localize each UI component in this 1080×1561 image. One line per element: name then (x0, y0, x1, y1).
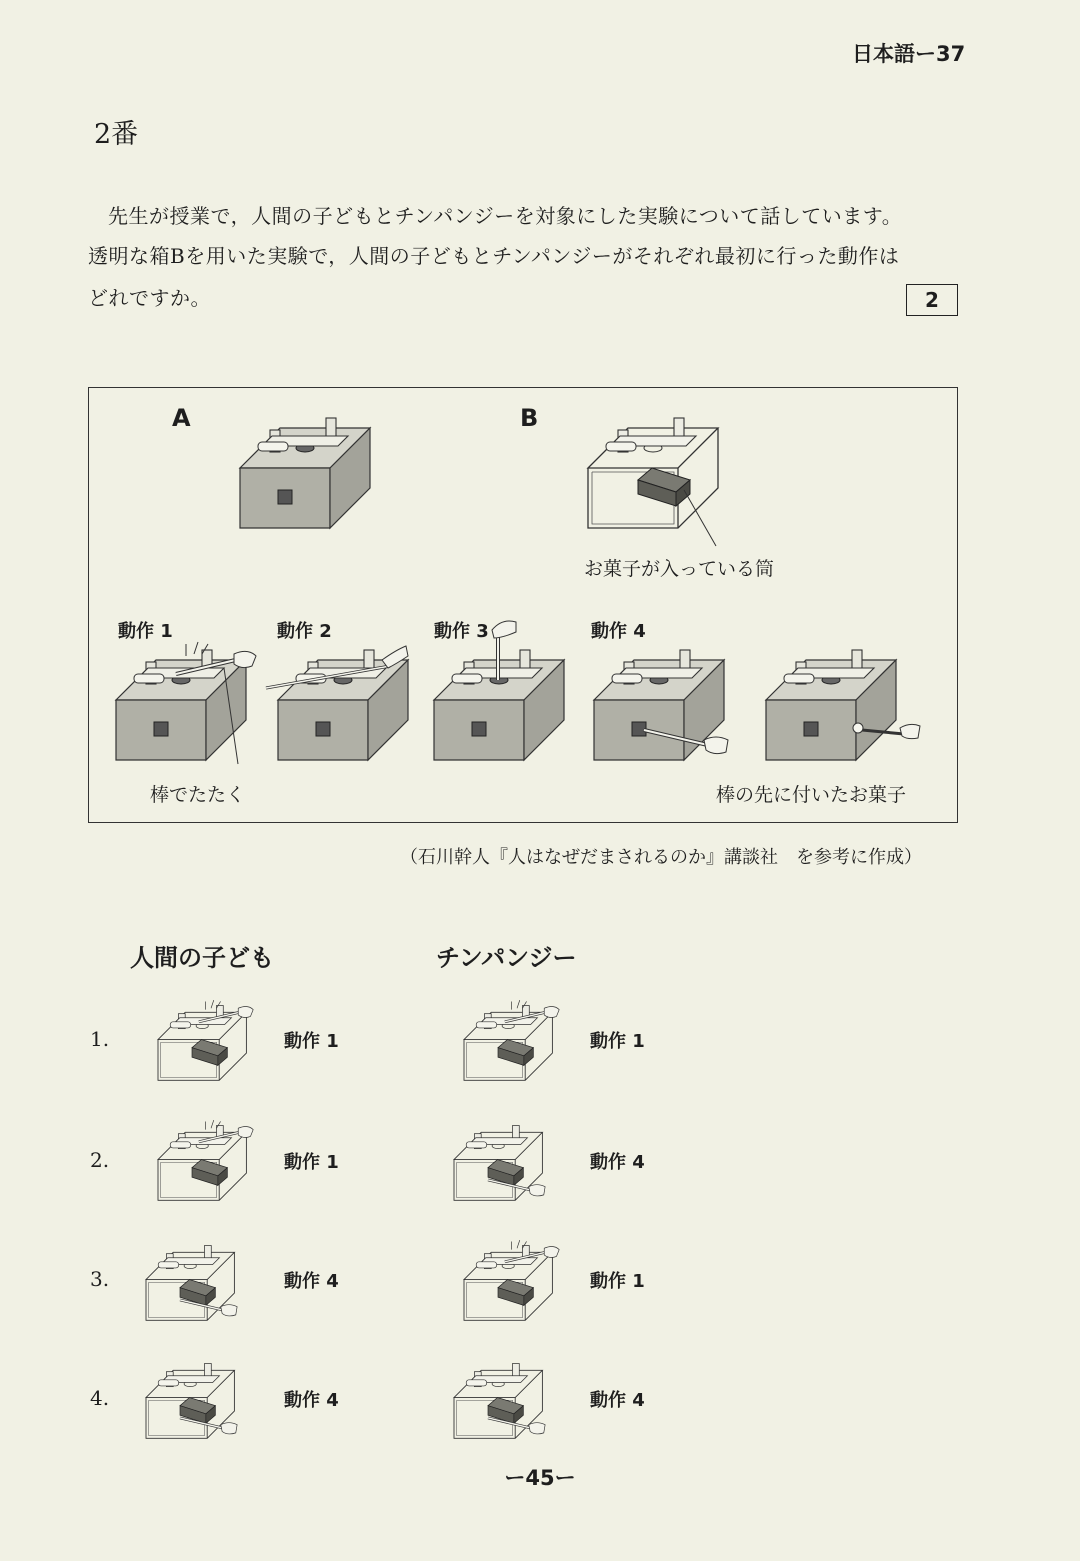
option-1-chimp-illustration[interactable] (464, 996, 604, 1086)
option-number: 3. (90, 1267, 110, 1291)
option-2-chimp-illustration[interactable] (454, 1116, 594, 1206)
candy-caption: 棒の先に付いたお菓子 (716, 784, 907, 806)
option-4-chimp-action: 動作 4 (590, 1390, 645, 1411)
action-label-1: 動作 1 (118, 621, 173, 642)
box-a-label: A (172, 404, 191, 432)
option-1-child-illustration[interactable] (158, 996, 298, 1086)
action-label-4: 動作 4 (591, 621, 646, 642)
option-2-child-illustration[interactable] (158, 1116, 298, 1206)
clear-box-illustration (588, 428, 728, 538)
box-b-label: B (520, 404, 539, 432)
option-1-child-action: 動作 1 (284, 1031, 339, 1052)
opaque-box-illustration (240, 428, 380, 538)
option-1-chimp-action: 動作 1 (590, 1031, 645, 1052)
tube-caption: お菓子が入っている筒 (584, 558, 775, 580)
option-number: 2. (90, 1148, 110, 1172)
action-label-3: 動作 3 (434, 621, 489, 642)
action-1-illustration (116, 660, 266, 770)
option-4-chimp-illustration[interactable] (454, 1354, 594, 1444)
option-3-child-illustration[interactable] (146, 1236, 286, 1326)
question-title: 2番 (94, 119, 139, 150)
option-number: 4. (90, 1386, 110, 1410)
action-4-candy-illustration (766, 660, 916, 770)
option-number: 1. (90, 1027, 110, 1051)
column-header-child: 人間の子ども (130, 943, 274, 972)
option-2-chimp-action: 動作 4 (590, 1152, 645, 1173)
question-number-box: 2 (906, 284, 958, 316)
column-header-chimp: チンパンジー (436, 943, 577, 972)
action-2-illustration (278, 660, 428, 770)
option-3-chimp-action: 動作 1 (590, 1271, 645, 1292)
tap-caption: 棒でたたく (150, 784, 246, 806)
option-2-child-action: 動作 1 (284, 1152, 339, 1173)
question-text-line: 先生が授業で，人間の子どもとチンパンジーを対象にした実験について話しています。 (108, 204, 903, 228)
question-text-line: 透明な箱Bを用いた実験で，人間の子どもとチンパンジーがそれぞれ最初に行った動作は (88, 244, 900, 268)
action-4-illustration (594, 660, 744, 770)
page-header: 日本語ー37 (852, 42, 966, 66)
source-citation: （石川幹人『人はなぜだまされるのか』講談社 を参考に作成） (400, 847, 922, 868)
action-label-2: 動作 2 (277, 621, 332, 642)
page-number: ー45ー (504, 1466, 576, 1490)
option-4-child-action: 動作 4 (284, 1390, 339, 1411)
option-3-child-action: 動作 4 (284, 1271, 339, 1292)
option-4-child-illustration[interactable] (146, 1354, 286, 1444)
option-3-chimp-illustration[interactable] (464, 1236, 604, 1326)
action-3-illustration (434, 660, 584, 770)
question-text-line: どれですか。 (88, 286, 211, 310)
